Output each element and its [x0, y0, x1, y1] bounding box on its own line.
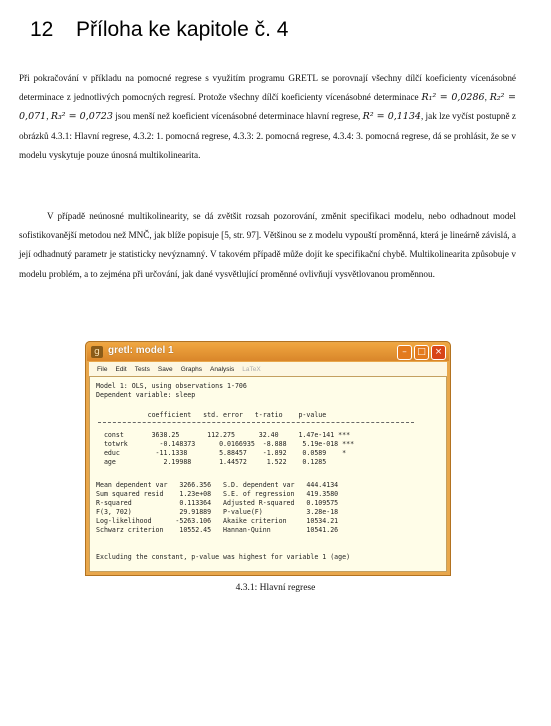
model-statistics: Mean dependent var 3266.356 S.D. dependent var 444.4134 Sum squared resid 1.23e+08 S.E. of regression 419.3580 R-squared 0.113364 Adjusted R-squared 0.109575 F(3, 702) 29.91889 P-value(F) 3.28e-18 Log-likelihood -5263.106 Akaike criterion 10534.21 Schwarz criterion 10552.45 Hannan-Quinn 10541.26 [96, 481, 339, 534]
figure-caption: 4.3.1: Hlavní regrese [235, 583, 316, 593]
model-output [89, 376, 447, 572]
table-separator [98, 422, 414, 423]
window-title: gretl: model 1 [108, 345, 174, 356]
maximize-icon[interactable]: □ [414, 345, 429, 360]
chapter-heading [30, 18, 288, 42]
paragraph-1: Při pokračování v příkladu na pomocné regrese s využitím programu GRETL se porovnají všechny dílčí koeficienty vícenásobné determinace z jednotlivých pomocných regresí. Protože všechny dílčí koeficienty vícenásobné determinace R₁² = 0,0286, R₂² = 0,071, R₃² = 0,0723 jsou menší než koeficient vícenásobné determinace hlavní regrese, R² = 0,1134, jak lze vyčíst postupně z obrázků 4.3.1: Hlavní regrese, 4.3.2: 1. pomocná regrese, 4.3.3: 2. pomocná regrese, 4.3.4: 3. pomocná regrese, dá se prohlásit, že se v modelu vyskytuje pouze únosná multikolinearita. [19, 73, 516, 160]
menu-latex: LaTeX [242, 365, 261, 373]
coef-table-header: coefficient std. error t-ratio p-value [96, 411, 327, 419]
r2-squared: R₂² = 0,071 [19, 92, 516, 123]
minimize-icon[interactable]: – [397, 345, 412, 360]
close-icon[interactable]: × [431, 345, 446, 360]
model-header: Model 1: OLS, using observations 1-706 Dependent variable: sleep [96, 382, 247, 399]
window-titlebar[interactable] [87, 343, 449, 361]
menu-save[interactable]: Save [157, 365, 173, 373]
menu-tests[interactable]: Tests [134, 365, 150, 373]
menu-analysis[interactable]: Analysis [210, 365, 235, 373]
menu-bar [89, 362, 447, 376]
chapter-title: Příloha ke kapitole č. 4 [76, 18, 289, 41]
chapter-number: 12 [30, 18, 54, 41]
r1-squared: R₁² = 0,0286 [421, 92, 485, 104]
r-squared-main: R² = 0,1134 [362, 111, 421, 123]
menu-graphs[interactable]: Graphs [180, 365, 203, 373]
gretl-model-window [85, 341, 451, 576]
gretl-app-icon: g [91, 346, 103, 358]
p1-text-b: jsou menší než koeficient vícenásobné determinace hlavní regrese, [112, 111, 363, 122]
paragraph-2: V případě neúnosné multikolinearity, se dá zvětšit rozsah pozorování, změnit specifikaci modelu, nebo odhadnout model sofistikovanější metodou než MNČ, jak blíže popisuje [5, str. 97]. Většinou se z modelu vypouští proměnná, která je lineárně závislá, a její odhadnutý parametr je statisticky nevýznamný. V takovém případě může dojít ke specifikační chybě. Multikolinearita způsobuje v modelu problém, a to zejména při určování, jak dané vysvětlující proměnné ovlivňují vysvětlovanou proměnnou. [19, 211, 516, 279]
p1-text-c: , jak lze vyčíst postupně z obrázků 4.3.1: Hlavní regrese, 4.3.2: 1. pomocná regrese, 4.3.3: 2. pomocná regrese, 4.3.4: 3. pomocná regrese, dá se prohlásit, že se v modelu vyskytuje pouze únosná multikolinearita. [19, 111, 516, 160]
menu-file[interactable]: File [97, 365, 108, 373]
r3-squared: R₃² = 0,0723 [50, 111, 113, 123]
p1-text-a: Při pokračování v příkladu na pomocné regrese s využitím programu GRETL se porovnají všechny dílčí koeficienty vícenásobné determinace z jednotlivých pomocných regresí. Protože všechny dílčí koeficienty vícenásobné determinace [19, 73, 516, 103]
model-footer-note: Excluding the constant, p-value was highest for variable 1 (age) [96, 553, 351, 561]
menu-edit[interactable]: Edit [115, 365, 127, 373]
coef-table-rows: const 3638.25 112.275 32.40 1.47e-141 *** totwrk -0.148373 0.0166935 -8.888 5.19e-018 *** educ -11.1338 5.88457 -1.892 0.0589 * age 2.19988 1.44572 1.522 0.1285 [103, 431, 355, 466]
